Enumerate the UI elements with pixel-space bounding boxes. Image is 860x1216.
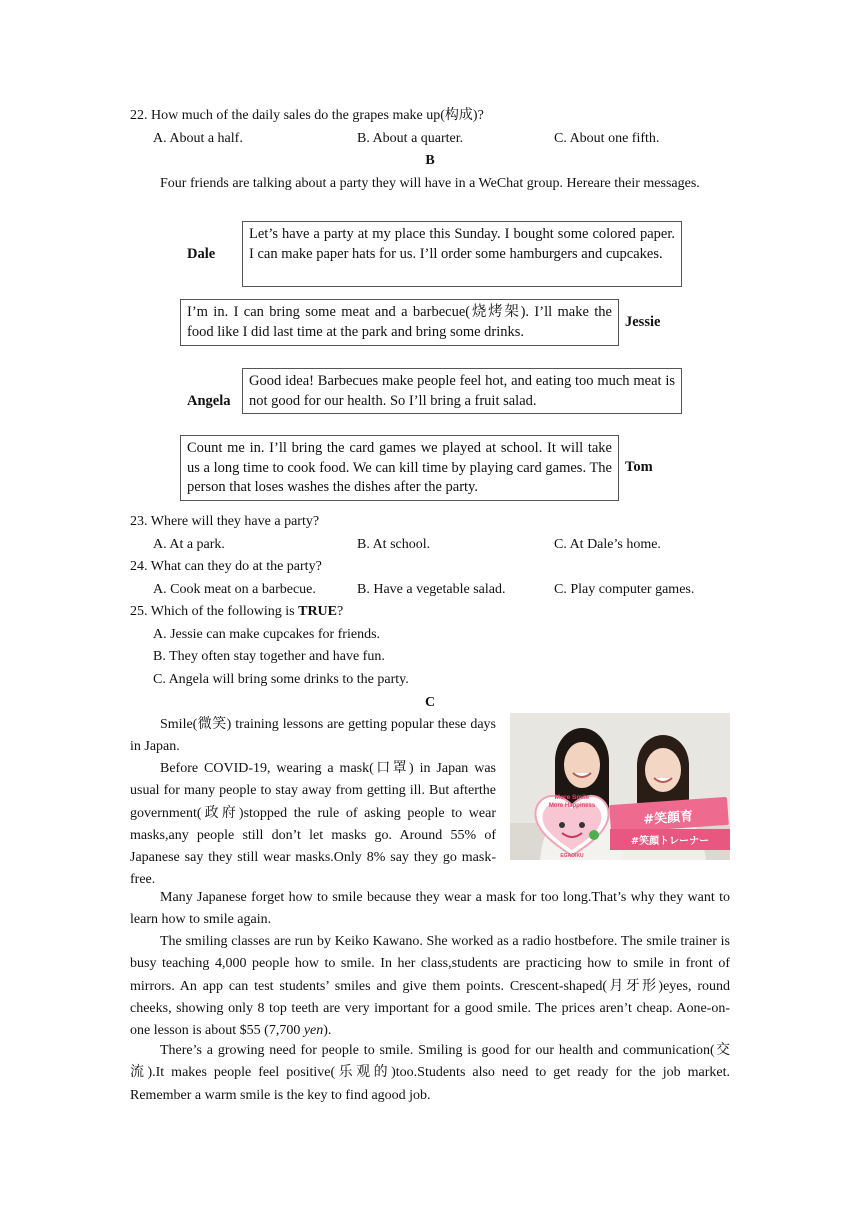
- q24-option-c: C. Play computer games.: [554, 582, 695, 597]
- heart-sign-subtext: More Happiness: [548, 803, 596, 809]
- q22-option-b: B. About a quarter.: [357, 131, 464, 146]
- q25-true-emphasis: TRUE: [298, 604, 338, 619]
- q25-option-c: C. Angela will bring some drinks to the party.: [153, 672, 409, 687]
- q25-option-a: A. Jessie can make cupcakes for friends.: [153, 627, 381, 642]
- p4-text: The smiling classes are run by Keiko Kawano. She worked as a radio hostbefore. The smile trainer is busy teaching 4,000 people how to smile. In her class,students are practicing how to smile in front of mirrors. An app can test students’ smiles and give them points. Crescent-shaped(月牙形)eyes, round cheeks, showing only 8 top teeth are very important for a good smile. The prices aren’t cheap. Aone-on-one lesson is about $55 (7,700: [130, 934, 730, 1039]
- heart-sign-brand: EGAOIKU: [560, 853, 584, 859]
- section-c-paragraph-1: Smile(微笑) training lessons are getting popular these days in Japan.: [130, 717, 496, 755]
- speaker-tom: Tom: [625, 459, 653, 475]
- pink-banner-text: #笑顔トレーナー: [630, 836, 710, 847]
- q25-option-b: B. They often stay together and have fun.: [153, 649, 385, 664]
- section-b-intro: Four friends are talking about a party they will have in a WeChat group. Hereare their messages.: [160, 176, 700, 191]
- section-c-paragraph-2: Before COVID-19, wearing a mask(口罩) in Japan was usual for many people to stay away from getting ill. But afterthe government(政府)stopped the rule of asking people to wear masks,any people still don’t let masks go. Around 55% of Japanese say they still wear masks.Only 8% say they go mask-free.: [130, 761, 496, 888]
- speaker-angela: Angela: [187, 393, 231, 409]
- q24-option-b: B. Have a vegetable salad.: [357, 582, 506, 597]
- message-jessie: I’m in. I can bring some meat and a barbecue(烧烤架). I’ll make the food like I did last time at the park and bring some drinks.: [180, 299, 619, 346]
- q22-option-a: A. About a half.: [153, 131, 243, 146]
- message-angela: Good idea! Barbecues make people feel hot, and eating too much meat is not good for our health. So I’ll bring a fruit salad.: [242, 368, 682, 414]
- question-25: [130, 603, 343, 621]
- q22-option-c: C. About one fifth.: [554, 131, 660, 146]
- heart-sign-text: More Smile: [554, 794, 590, 801]
- p4-yen: yen: [303, 1023, 324, 1039]
- message-tom: Count me in. I’ll bring the card games we played at school. It will take us a long time to cook food. We can kill time by playing card games. The person that loses washes the dishes after the party.: [180, 435, 619, 501]
- section-c-paragraph-3: Many Japanese forget how to smile because they wear a mask for too long.That’s why they want to learn how to smile again.: [130, 890, 730, 928]
- q25-text: 25. Which of the following is: [130, 604, 299, 619]
- section-c-heading: C: [424, 695, 436, 710]
- question-22: 22. How much of the daily sales do the grapes make up(构成)?: [130, 108, 484, 123]
- smile-trainers-photo: [510, 713, 730, 860]
- q24-option-a: A. Cook meat on a barbecue.: [153, 582, 316, 597]
- message-dale: Let’s have a party at my place this Sunday. I bought some colored paper. I can make paper hats for us. I’ll order some hamburgers and cupcakes.: [242, 221, 682, 287]
- section-c-paragraph-5: There’s a growing need for people to smile. Smiling is good for our health and communication(交流).It makes people feel positive(乐观的)too.Students also need to get ready for the job market. Remember a warm smile is the key to find agood job.: [130, 1043, 730, 1103]
- section-c-paragraph-4: [130, 931, 730, 1042]
- p4-close: ).: [323, 1023, 332, 1039]
- speaker-dale: Dale: [187, 246, 216, 262]
- q25-mark: ?: [337, 604, 344, 619]
- q23-option-a: A. At a park.: [153, 537, 225, 552]
- q23-option-c: C. At Dale’s home.: [554, 537, 661, 552]
- section-b-heading: B: [425, 153, 435, 168]
- question-24: 24. What can they do at the party?: [130, 559, 322, 574]
- speaker-jessie: Jessie: [625, 314, 661, 330]
- photo-illustration: [510, 713, 730, 860]
- pink-sign-text: #笑顔育: [642, 809, 694, 828]
- question-23: 23. Where will they have a party?: [130, 514, 320, 529]
- q23-option-b: B. At school.: [357, 537, 431, 552]
